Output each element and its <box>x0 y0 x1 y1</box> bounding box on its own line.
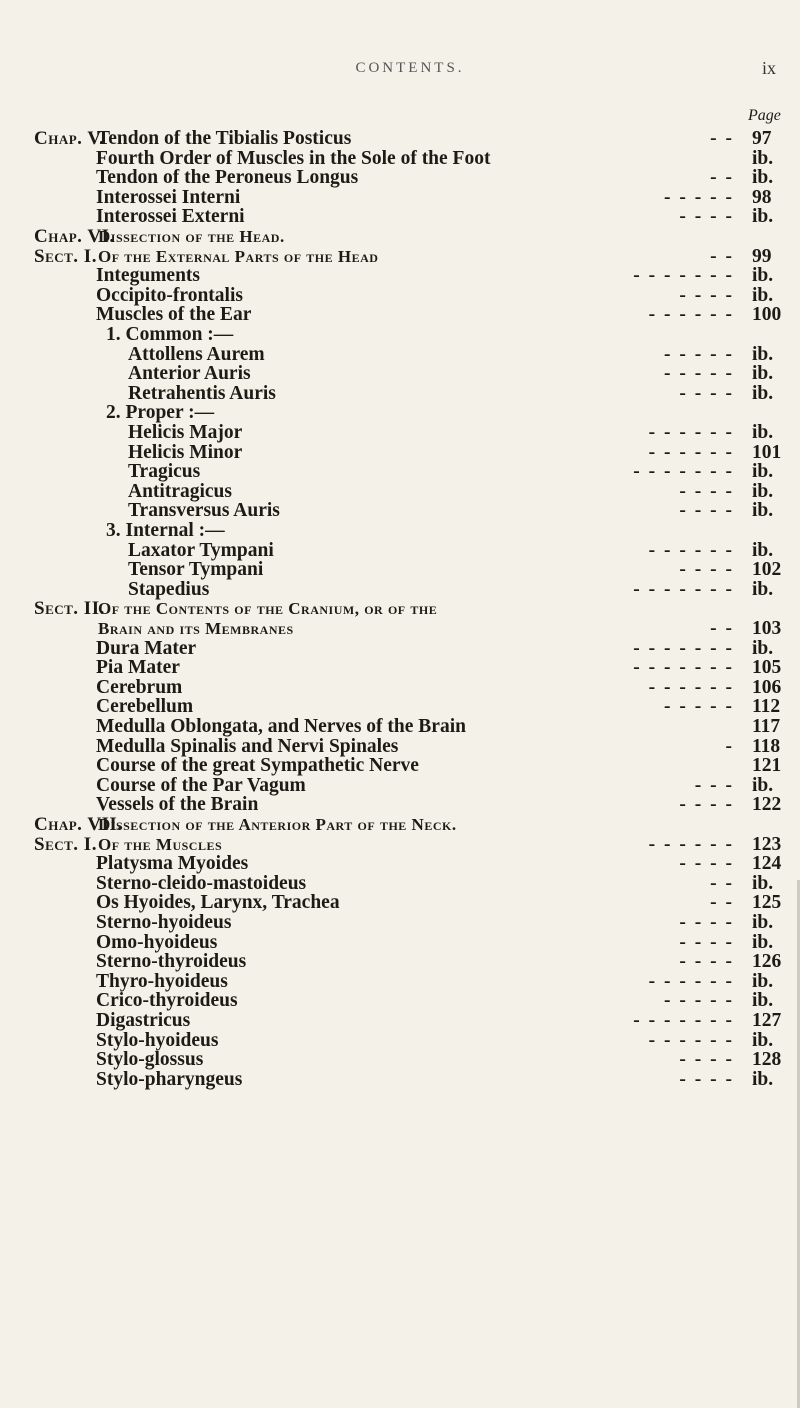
entry-title: Helicis Minor <box>128 441 243 463</box>
leader-dots: - - - - - - <box>648 422 734 443</box>
leader-dots: - - - - <box>679 1068 734 1090</box>
page-ref: 97 <box>752 128 772 149</box>
leader-dots: - - - - <box>679 853 734 875</box>
page-ref: 106 <box>752 676 782 698</box>
page-ref: ib. <box>752 382 774 404</box>
entry-title: Stylo-glossus <box>96 1049 204 1071</box>
page-ref: 112 <box>752 696 781 718</box>
leader-dots: - - - - <box>679 284 734 306</box>
leader-dots: - - - - <box>679 559 734 581</box>
leader-dots: - - - - - - - <box>633 578 734 600</box>
leader-dots: - - - - <box>679 912 734 933</box>
page-ref: ib. <box>752 363 774 385</box>
page-ref: ib. <box>752 912 774 933</box>
entry-title: Occipito-frontalis <box>96 284 243 306</box>
leader-dots: - - - - <box>679 480 734 502</box>
entry-title: 2. Proper :— <box>106 402 215 424</box>
entry-title: Medulla Spinalis and Nervi Spinales <box>96 735 399 757</box>
page-ref: 126 <box>752 951 782 973</box>
section-label: Chap. VI. <box>34 226 115 247</box>
page-ref: ib. <box>752 500 774 522</box>
leader-dots: - - <box>710 892 734 914</box>
entry-title: Tendon of the Peroneus Longus <box>96 167 359 189</box>
page-ref: ib. <box>752 637 774 659</box>
section-label: Chap. VII. <box>34 814 123 835</box>
page-ref: ib. <box>752 265 774 287</box>
entry-title: Sterno-hyoideus <box>96 912 232 933</box>
leader-dots: - - - - - - - <box>633 637 734 659</box>
leader-dots: - - - - - <box>664 363 734 385</box>
entry-title: Fourth Order of Muscles in the Sole of the Foot <box>96 147 491 169</box>
page-number: ix <box>762 58 777 78</box>
entry-title: Sterno-cleido-mastoideus <box>96 872 307 894</box>
page-ref: 127 <box>752 1010 782 1031</box>
leader-dots: - - - - - - <box>648 441 734 463</box>
page-ref: 101 <box>752 441 782 463</box>
page-ref: ib. <box>752 931 774 953</box>
leader-dots: - - - - <box>679 206 734 228</box>
entry-title: Os Hyoides, Larynx, Trachea <box>96 892 340 914</box>
page-ref: ib. <box>752 167 774 189</box>
page-ref: 100 <box>752 304 782 326</box>
entry-title: Antitragicus <box>128 480 232 502</box>
page-ref: ib. <box>752 1068 774 1090</box>
leader-dots: - - - - - - <box>648 1029 734 1051</box>
page-ref: 99 <box>752 245 772 267</box>
entry-title: Dissection of the Anterior Part of the Neck. <box>98 815 457 834</box>
entry-title: Of the External Parts of the Head <box>98 246 379 266</box>
leader-dots: - - - <box>694 774 734 796</box>
entry-title: Tensor Tympani <box>128 559 264 581</box>
page-ref: 121 <box>752 755 782 777</box>
entry-title: Interossei Externi <box>96 206 245 228</box>
page-ref: 103 <box>752 618 782 639</box>
entry-title: Omo-hyoideus <box>96 931 218 953</box>
entry-title: Brain and its Membranes <box>98 619 294 638</box>
page-ref: 105 <box>752 657 782 679</box>
entry-title: Of the Contents of the Cranium, or of the <box>98 599 438 619</box>
leader-dots: - - - - <box>679 500 734 522</box>
leader-dots: - - - - - - <box>648 304 734 326</box>
leader-dots: - - - - - <box>664 990 734 1012</box>
page-ref: ib. <box>752 343 774 365</box>
page-ref: ib. <box>752 539 774 561</box>
page-column-label: Page <box>748 107 781 124</box>
entry-title: Cerebrum <box>96 676 183 698</box>
entry-title: Course of the Par Vagum <box>96 774 306 796</box>
entry-title: Muscles of the Ear <box>96 304 252 326</box>
leader-dots: - - - - - - <box>648 676 734 698</box>
leader-dots: - - - - - - <box>648 833 734 855</box>
toc-entry <box>0 1068 800 1092</box>
leader-dots: - - - - - - - <box>633 461 734 483</box>
leader-dots: - - - - - - - <box>633 265 734 287</box>
page-ref: 128 <box>752 1049 782 1071</box>
entry-title: Dura Mater <box>96 637 197 659</box>
leader-dots: - <box>725 735 734 757</box>
page-ref: ib. <box>752 461 774 483</box>
entry-title: Anterior Auris <box>128 363 251 385</box>
leader-dots: - - - - - <box>664 696 734 718</box>
page-ref: ib. <box>752 480 774 502</box>
page-ref: ib. <box>752 970 774 992</box>
entry-title: Integuments <box>96 265 201 287</box>
page-ref: 102 <box>752 559 782 581</box>
entry-title: Vessels of the Brain <box>96 794 259 816</box>
page-ref: ib. <box>752 578 774 600</box>
page-ref: 118 <box>752 735 781 757</box>
leader-dots: - - - - <box>679 931 734 953</box>
entry-title: Digastricus <box>96 1010 191 1031</box>
entry-title: Crico-thyroideus <box>96 990 238 1012</box>
entry-title: Of the Muscles <box>98 834 223 854</box>
entry-title: 1. Common :— <box>106 324 234 345</box>
leader-dots: - - - - - - - <box>633 1010 734 1031</box>
leader-dots: - - - - - - - <box>633 657 734 679</box>
section-label: Sect. I. <box>34 833 97 855</box>
section-label: Sect. II. <box>34 598 105 620</box>
entry-title: Interossei Interni <box>96 186 241 208</box>
page-ref: 124 <box>752 853 782 875</box>
leader-dots: - - - - - <box>664 186 734 208</box>
running-head: CONTENTS. <box>355 60 465 76</box>
page-ref: 125 <box>752 892 782 914</box>
leader-dots: - - - - <box>679 1049 734 1071</box>
entry-title: Stylo-pharyngeus <box>96 1068 243 1090</box>
entry-title: Helicis Major <box>128 422 243 443</box>
page-ref: 117 <box>752 716 781 737</box>
entry-title: 3. Internal :— <box>106 520 225 541</box>
entry-title: Cerebellum <box>96 696 194 718</box>
page-ref: ib. <box>752 422 774 443</box>
page-ref: ib. <box>752 206 774 228</box>
entry-title: Course of the great Sympathetic Nerve <box>96 755 419 777</box>
entry-title: Dissection of the Head. <box>98 227 285 246</box>
entry-title: Tragicus <box>128 461 201 483</box>
page-ref: ib. <box>752 990 774 1012</box>
section-label: Chap. V. <box>34 128 105 149</box>
entry-title: Medulla Oblongata, and Nerves of the Brain <box>96 716 466 737</box>
entry-title: Laxator Tympani <box>128 539 274 561</box>
entry-title: Sterno-thyroideus <box>96 951 247 973</box>
entry-title: Tendon of the Tibialis Posticus <box>97 128 352 149</box>
leader-dots: - - - - <box>679 794 734 816</box>
entry-title: Transversus Auris <box>128 500 280 522</box>
section-label: Sect. I. <box>34 245 97 267</box>
page-ref: 98 <box>752 186 772 208</box>
leader-dots: - - <box>710 128 734 149</box>
leader-dots: - - <box>710 618 734 639</box>
entry-title: Thyro-hyoideus <box>96 970 228 992</box>
leader-dots: - - - - - <box>664 343 734 365</box>
leader-dots: - - <box>710 167 734 189</box>
entry-title: Retrahentis Auris <box>128 382 276 404</box>
entry-title: Stylo-hyoideus <box>96 1029 219 1051</box>
page-ref: ib. <box>752 872 774 894</box>
leader-dots: - - - - - - <box>648 970 734 992</box>
entry-title: Stapedius <box>128 578 210 600</box>
leader-dots: - - <box>710 872 734 894</box>
page-ref: ib. <box>752 774 774 796</box>
page-ref: ib. <box>752 147 774 169</box>
page-ref: ib. <box>752 284 774 306</box>
leader-dots: - - - - <box>679 951 734 973</box>
leader-dots: - - - - <box>679 382 734 404</box>
entry-title: Attollens Aurem <box>128 343 265 365</box>
leader-dots: - - <box>710 245 734 267</box>
entry-title: Platysma Myoides <box>96 853 249 875</box>
page-ref: ib. <box>752 1029 774 1051</box>
page-ref: 122 <box>752 794 782 816</box>
leader-dots: - - - - - - <box>648 539 734 561</box>
page-ref: 123 <box>752 833 782 855</box>
entry-title: Pia Mater <box>96 657 180 679</box>
